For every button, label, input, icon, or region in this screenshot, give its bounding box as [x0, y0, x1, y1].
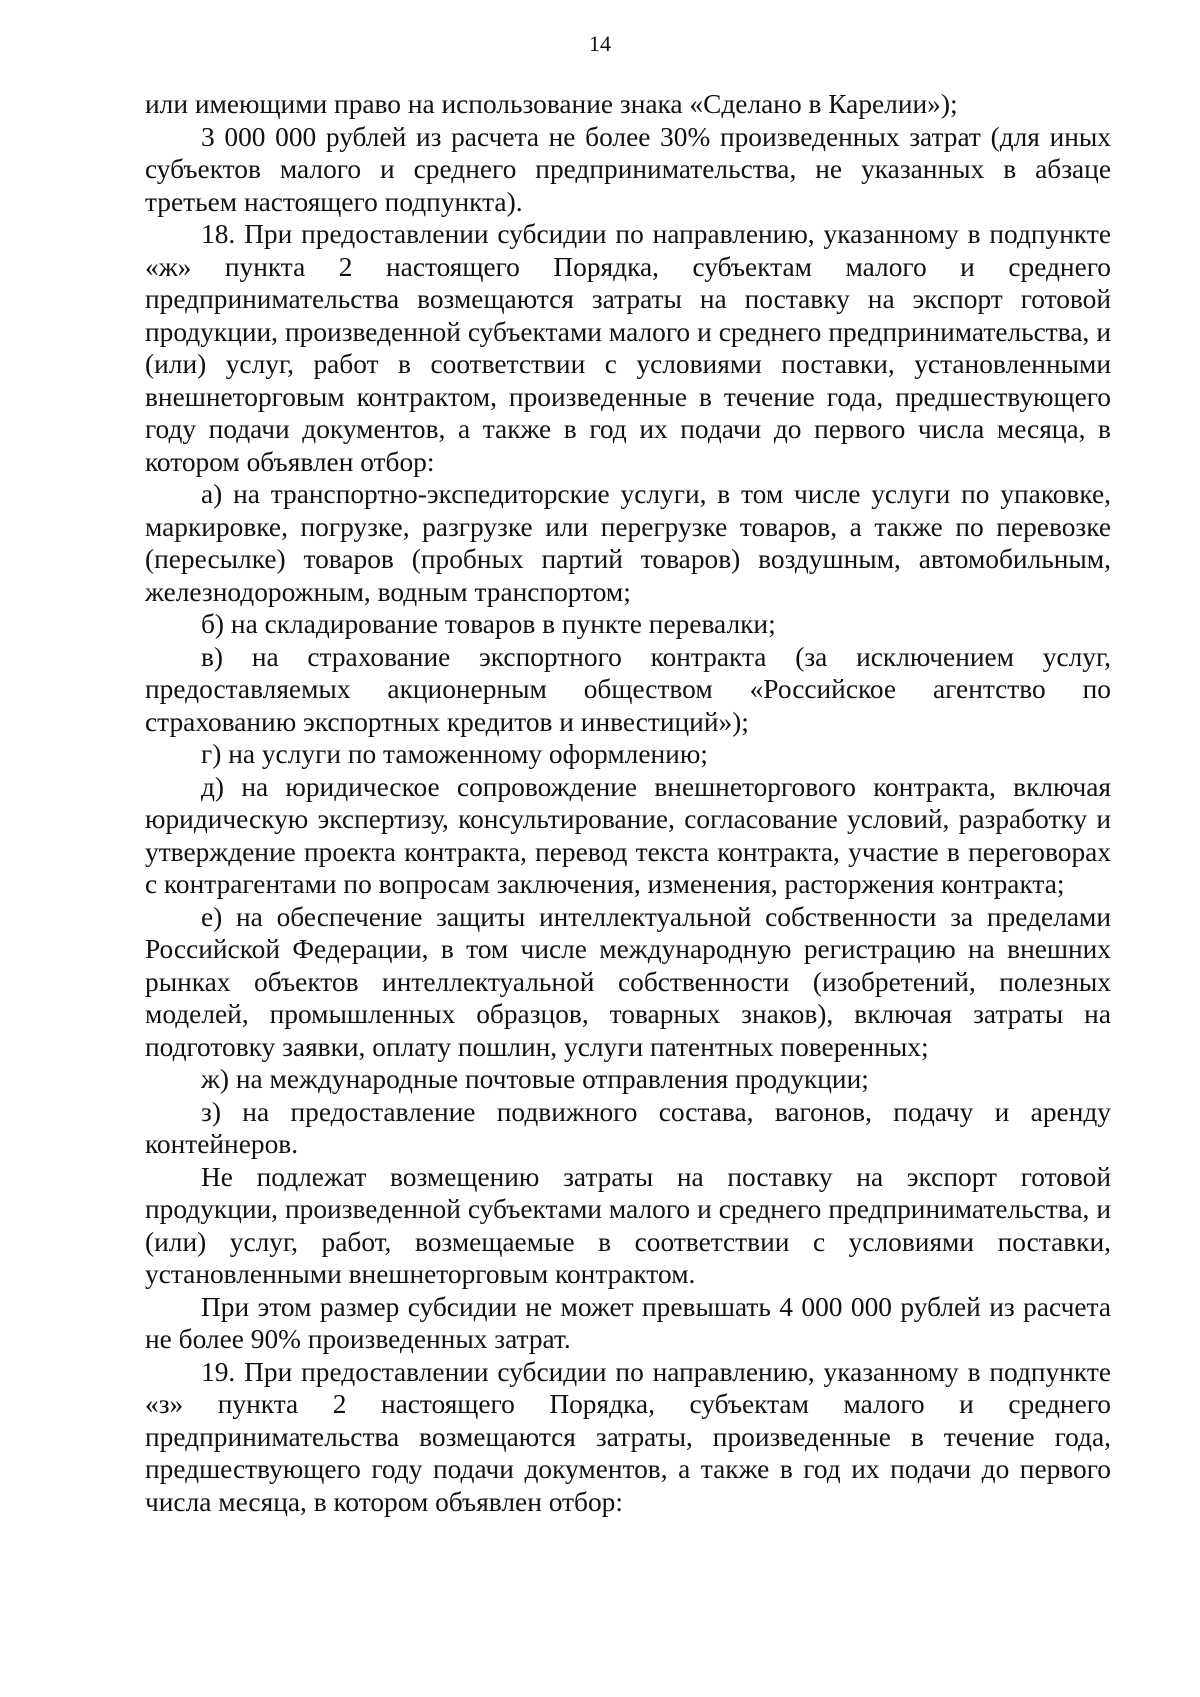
page-number: 14: [589, 31, 611, 56]
paragraph-item-19: 19. При предоставлении субсидии по направлению, указанному в подпункте «з» пункта 2 настоящего Порядка, субъектам малого и среднего предпринимательства возмещаются затраты, произведенные в течение года, предшествующего году подачи документов, а также в год их подачи до первого числа месяца, в котором объявлен отбор:: [145, 1356, 1111, 1517]
paragraph-subitem-b: б) на складирование товаров в пункте перевалки;: [201, 609, 776, 639]
document-body: [145, 88, 1111, 1518]
paragraph-continuation: или имеющими право на использование знака «Сделано в Карелии»);: [145, 89, 958, 119]
paragraph-item-18: 18. При предоставлении субсидии по направлению, указанному в подпункте «ж» пункта 2 настоящего Порядка, субъектам малого и среднего предпринимательства возмещаются затраты на поставку на экспорт готовой продукции, произведенной субъектами малого и среднего предпринимательства, и (или) услуг, работ в соответствии с условиями поставки, установленными внешнеторговым контрактом, произведенные в течение года, предшествующего году подачи документов, а также в год их подачи до первого числа месяца, в котором объявлен отбор:: [145, 219, 1111, 477]
paragraph-limit-3m: 3 000 000 рублей из расчета не более 30% произведенных затрат (для иных субъектов малого и среднего предпринимательства, не указанных в абзаце третьем настоящего подпункта).: [145, 121, 1111, 217]
paragraph-subitem-a: а) на транспортно-экспедиторские услуги, в том числе услуги по упаковке, маркировке, погрузке, разгрузке или перегрузке товаров, а также по перевозке (пересылке) товаров (пробных партий товаров) воздушным, автомобильным, железнодорожным, водным транспортом;: [145, 479, 1111, 607]
paragraph-subitem-g: г) на услуги по таможенному оформлению;: [201, 739, 708, 769]
paragraph-subitem-v: в) на страхование экспортного контракта (за исключением услуг, предоставляемых акционерным обществом «Российское агентство по страхованию экспортных кредитов и инвестиций»);: [145, 641, 1111, 737]
paragraph-limit-4m: При этом размер субсидии не может превышать 4 000 000 рублей из расчета не более 90% произведенных затрат.: [145, 1291, 1111, 1354]
paragraph-subitem-d: д) на юридическое сопровождение внешнеторгового контракта, включая юридическую экспертизу, консультирование, согласование условий, разработку и утверждение проекта контракта, перевод текста контракта, участие в переговорах с контрагентами по вопросам заключения, изменения, расторжения контракта;: [145, 771, 1111, 899]
paragraph-subitem-z: з) на предоставление подвижного состава, вагонов, подачу и аренду контейнеров.: [145, 1096, 1111, 1159]
paragraph-subitem-zh: ж) на международные почтовые отправления продукции;: [201, 1064, 869, 1094]
paragraph-exclusions: Не подлежат возмещению затраты на поставку на экспорт готовой продукции, произведенной субъектами малого и среднего предпринимательства, и (или) услуг, работ, возмещаемые в соответствии с условиями поставки, установленными внешнеторговым контрактом.: [145, 1161, 1111, 1289]
paragraph-subitem-e: е) на обеспечение защиты интеллектуальной собственности за пределами Российской Федерации, в том числе международную регистрацию на внешних рынках объектов интеллектуальной собственности (изобретений, полезных моделей, промышленных образцов, товарных знаков), включая затраты на подготовку заявки, оплату пошлин, услуги патентных поверенных;: [145, 901, 1111, 1062]
